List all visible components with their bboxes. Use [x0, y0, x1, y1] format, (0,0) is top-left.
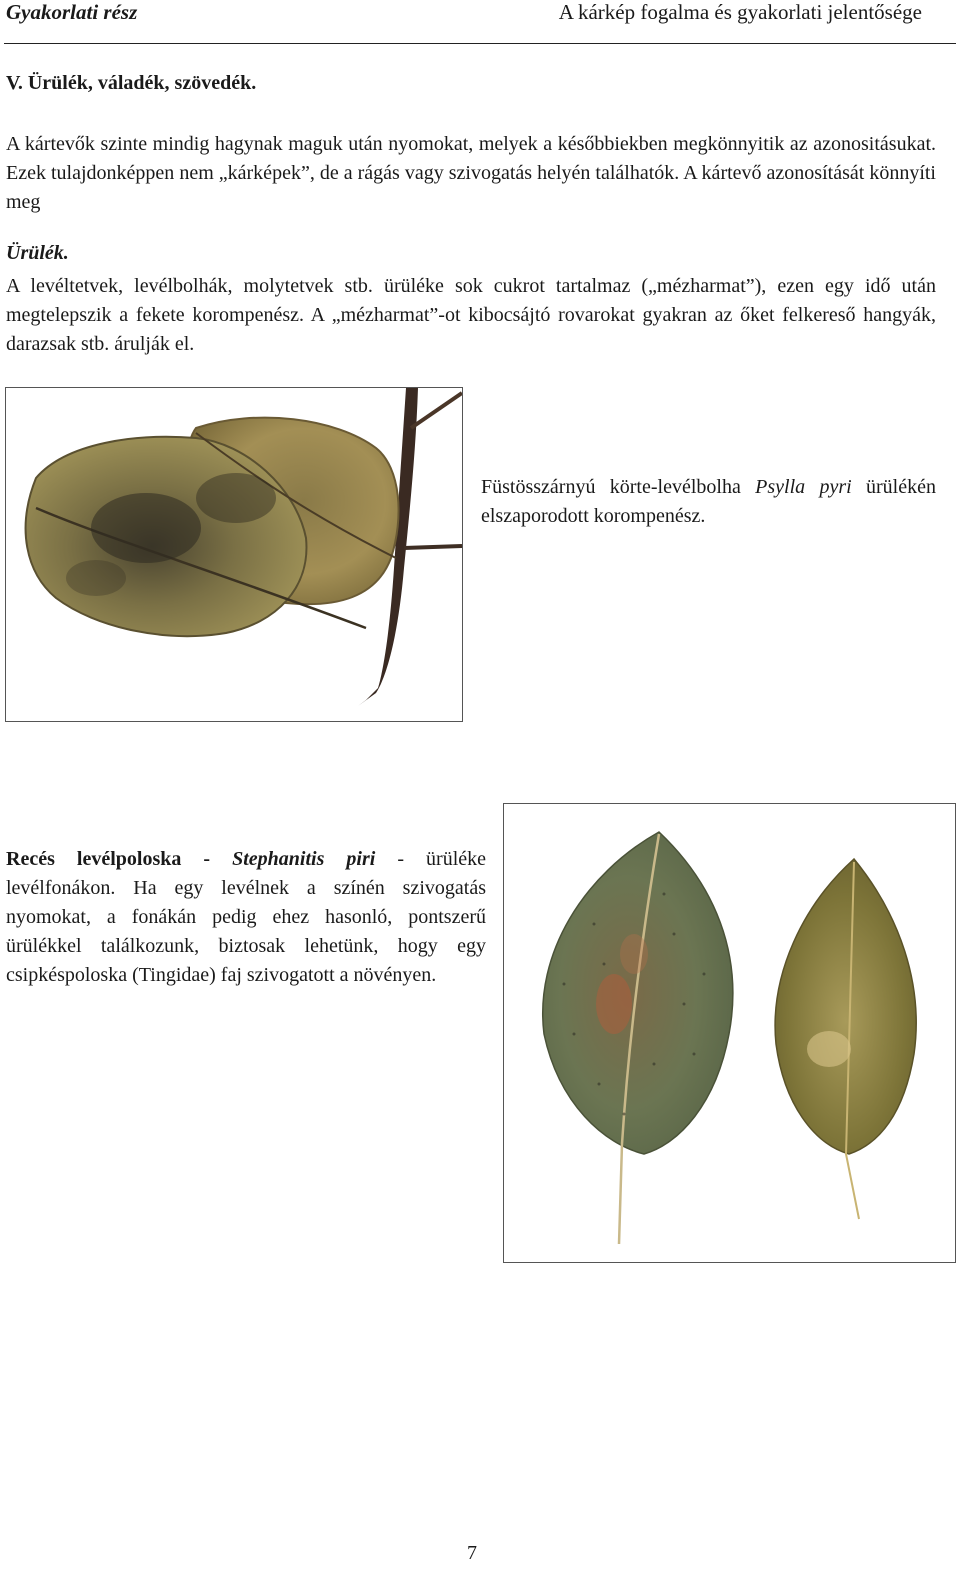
subsection-paragraph: A levéltetvek, levélbolhák, molytetvek stb. ürüléke sok cukrot tartalmaz („mézharmat”), ezen egy idő után megtelepszik a fekete korompenész. A „mézharmat”-ot kibocsájtó rovarokat gyakran az őket felkereső hangyák, darazsak stb. árulják el. [6, 275, 936, 355]
header-chapter-title: A kárkép fogalma és gyakorlati jelentősége [558, 0, 922, 24]
subsection-title: Ürülék. [6, 242, 69, 264]
header-section-label: Gyakorlati rész [6, 0, 138, 24]
figure1-caption-species: Psylla pyri [755, 476, 852, 498]
lace-bug-leaves-illustration [504, 804, 955, 1262]
intro-paragraph: A kártevők szinte mindig hagynak maguk után nyomokat, melyek a későbbiekben megkönnyitik az azonositásukat. Ezek tulajdonképpen nem „kárképek”, de a rágás vagy szivogatás helyén találhatók. A kártevő azonosítását könnyíti meg [6, 133, 936, 213]
figure-sooty-mould-caption [481, 473, 936, 531]
section-title: V. Ürülék, váladék, szövedék. [6, 72, 257, 94]
figure-lace-bug-photo [503, 803, 956, 1263]
figure-lace-bug-caption [6, 845, 486, 990]
page-number: 7 [467, 1542, 477, 1564]
header-divider [4, 43, 956, 44]
figure2-caption-rest: - ürüléke levélfonákon. Ha egy levélnek a színén szivogatás nyomokat, a fonákán pedig ehez hasonló, pontszerű ürülékkel találkozunk, biztosak lehetünk, hogy egy csipkéspoloska (Tingidae) faj szivogatott a növényen. [6, 848, 487, 986]
figure2-caption-species: Stephanitis piri [232, 848, 376, 870]
figure-sooty-mould-photo [5, 387, 463, 722]
figure2-caption-bold: Recés levélpoloska - [6, 848, 233, 870]
sooty-mould-leaf-illustration [6, 388, 462, 721]
figure1-caption-end: ürülékén elszaporodott korompenész. [481, 476, 936, 527]
figure1-caption-start: Füstösszárnyú körte-levélbolha [481, 476, 756, 498]
